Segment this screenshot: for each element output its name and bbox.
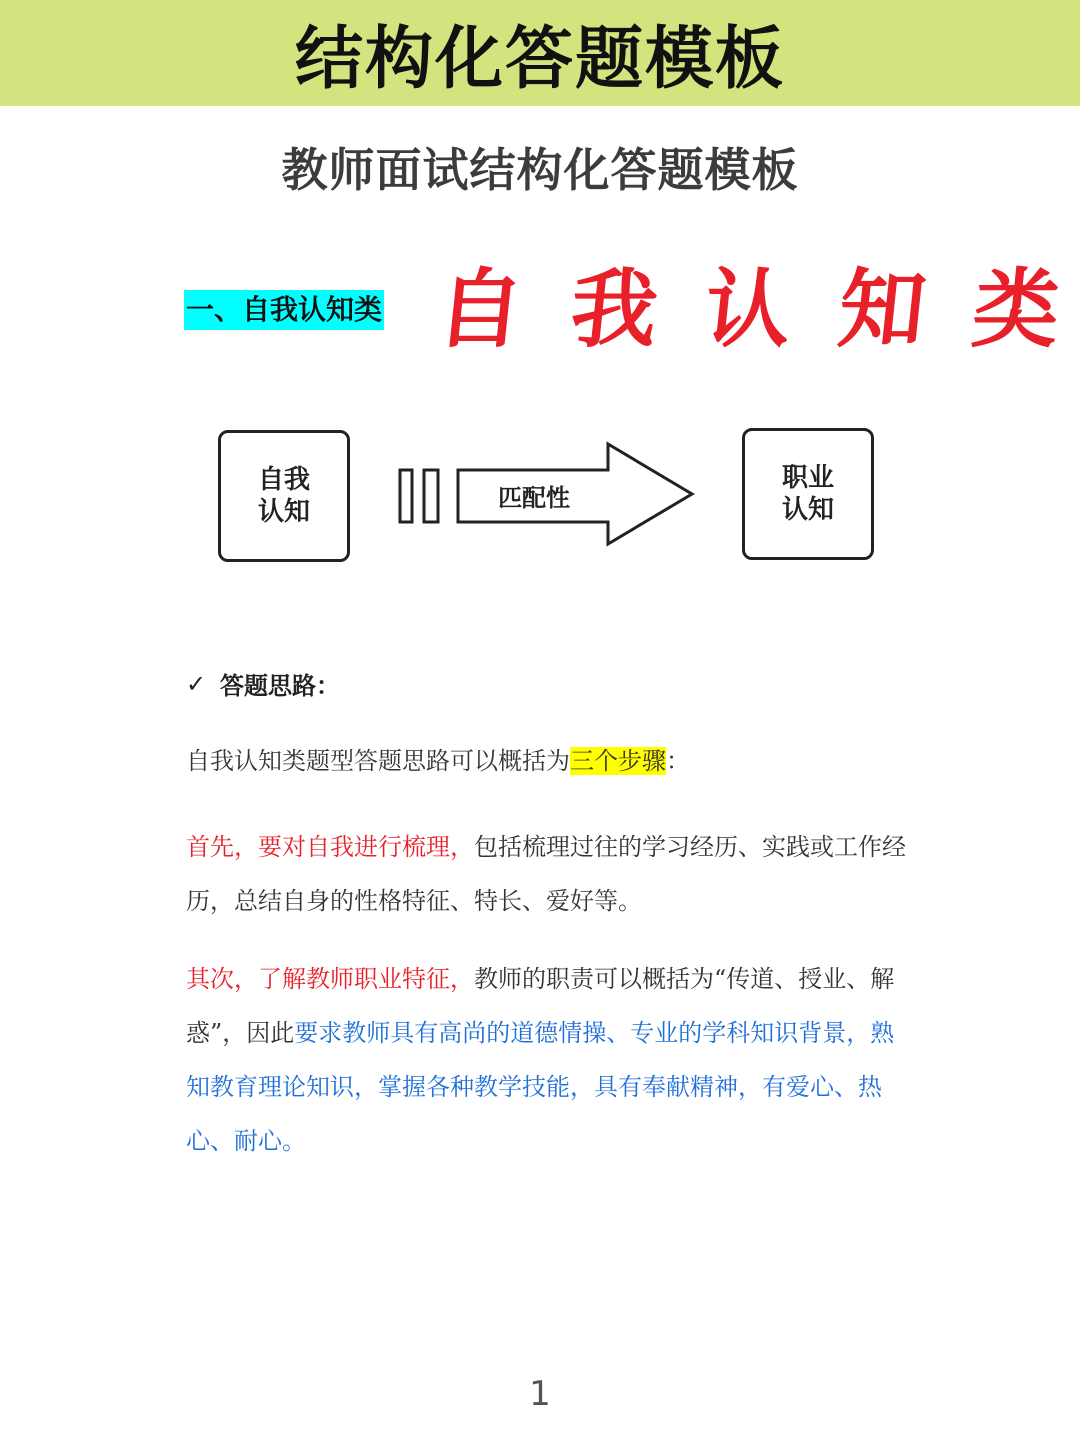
box-line: 职业 xyxy=(781,463,834,493)
answer-approach-label: 答题思路： xyxy=(220,671,340,700)
handwritten-char: 我 xyxy=(565,260,663,360)
intro-paragraph xyxy=(186,745,906,777)
handwritten-char: 自 xyxy=(431,260,529,360)
document-title: 教师面试结构化答题模板 xyxy=(281,143,799,197)
check-icon: ✓ xyxy=(186,669,207,698)
handwritten-char: 认 xyxy=(699,260,797,360)
step-two-lead: 其次，了解教师职业特征， xyxy=(186,965,474,993)
highlight-three-steps: 三个步骤 xyxy=(570,747,666,775)
step-one-text: 包括梳理过往的学习经历、实践或工作经历，总结自身的性格特征、特长、爱好等。 xyxy=(186,833,906,915)
box-line: 自我 xyxy=(257,465,310,495)
step-two-requirements: 要求教师具有高尚的道德情操、专业的学科知识背景，熟知教育理论知识，掌握各种教学技能，具有奉献精神，有爱心、热心、耐心。 xyxy=(186,1019,895,1155)
self-cognition-box xyxy=(218,430,350,562)
section-heading: 一、自我认知类 xyxy=(184,290,384,330)
answer-approach-heading xyxy=(186,666,340,701)
step-one-lead: 首先，要对自我进行梳理， xyxy=(186,833,474,861)
step-two-text: 教师的职责可以概括为“传道、授业、解惑”，因此 xyxy=(186,965,895,1047)
intro-text: 自我认知类题型答题思路可以概括为 xyxy=(186,747,570,775)
arrow-label: 匹配性 xyxy=(498,484,570,512)
step-two-paragraph xyxy=(186,952,906,1168)
handwritten-char: 类 xyxy=(967,260,1065,360)
handwritten-title xyxy=(431,240,1066,364)
intro-colon: ： xyxy=(666,747,690,775)
banner-title: 结构化答题模板 xyxy=(294,19,785,99)
box-line: 认知 xyxy=(781,495,834,525)
handwritten-char: 知 xyxy=(833,260,931,360)
banner xyxy=(0,0,1080,106)
career-cognition-box xyxy=(742,428,874,560)
step-one-paragraph xyxy=(186,820,906,928)
matching-diagram xyxy=(210,420,890,580)
page-number: 1 xyxy=(529,1374,551,1414)
box-line: 认知 xyxy=(257,497,310,527)
